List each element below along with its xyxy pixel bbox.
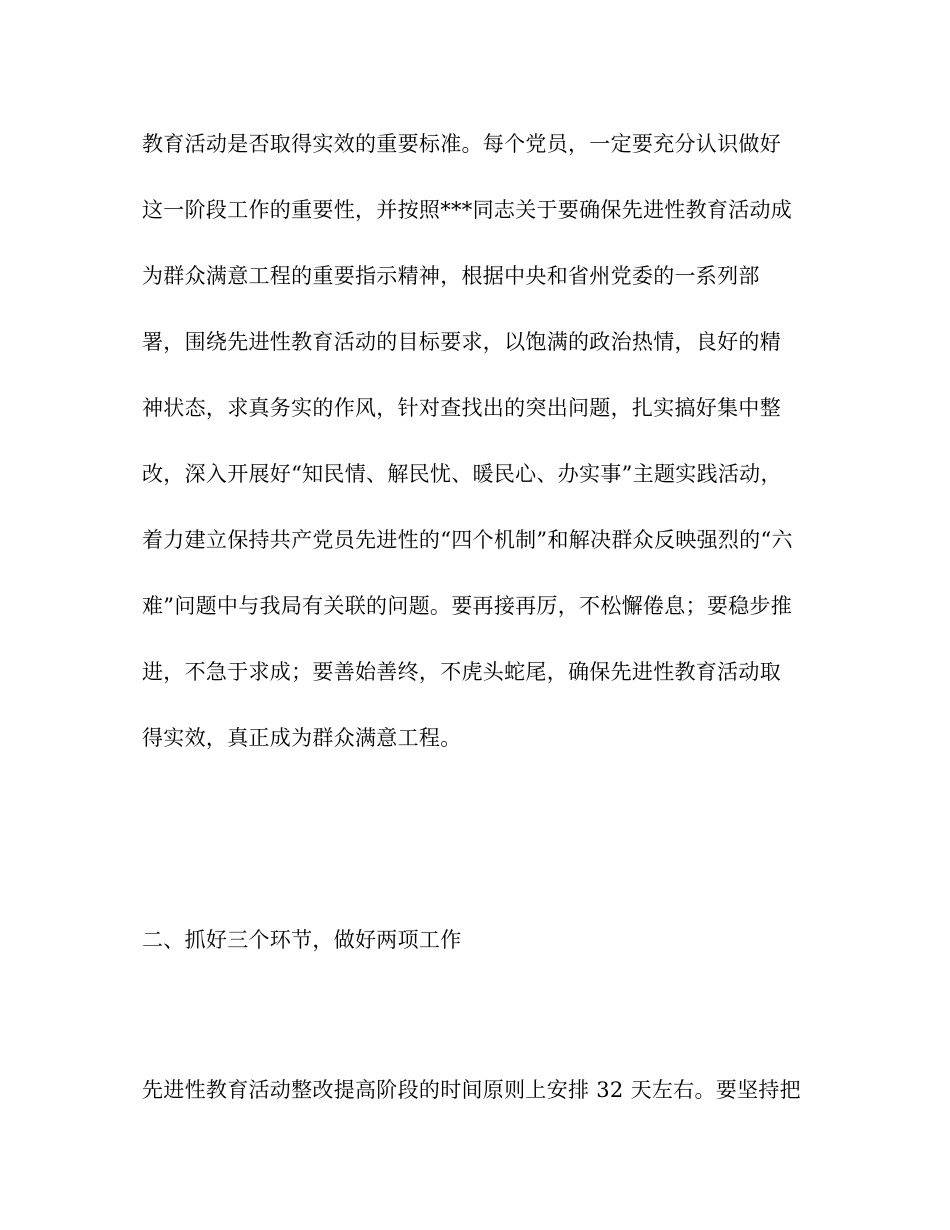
paragraph-line: 神状态，求真务实的作风，针对查找出的突出问题，扎实搞好集中整 bbox=[142, 396, 781, 420]
paragraph-line: 难”问题中与我局有关联的问题。要再接再厉，不松懈倦息；要稳步推 bbox=[142, 594, 793, 618]
paragraph-line: 署，围绕先进性教育活动的目标要求，以饱满的政治热情，良好的精 bbox=[142, 330, 781, 354]
section-heading: 二、抓好三个环节，做好两项工作 bbox=[142, 928, 462, 952]
paragraph-line: 进，不急于求成；要善始善终，不虎头蛇尾，确保先进性教育活动取 bbox=[142, 660, 781, 684]
paragraph-line: 为群众满意工程的重要指示精神，根据中央和省州党委的一系列部 bbox=[142, 264, 760, 288]
paragraph-line: 教育活动是否取得实效的重要标准。每个党员，一定要充分认识做好 bbox=[142, 132, 781, 156]
paragraph-line: 着力建立保持共产党员先进性的“四个机制”和解决群众反映强烈的“六 bbox=[142, 528, 793, 552]
paragraph-line: 改，深入开展好“知民情、解民忧、暖民心、办实事”主题实践活动， bbox=[142, 462, 782, 486]
paragraph-line: 先进性教育活动整改提高阶段的时间原则上安排 32 天左右。要坚持把 bbox=[142, 1078, 801, 1102]
paragraph-line: 得实效，真正成为群众满意工程。 bbox=[142, 726, 462, 750]
paragraph-line: 这一阶段工作的重要性，并按照***同志关于要确保先进性教育活动成 bbox=[142, 198, 793, 222]
